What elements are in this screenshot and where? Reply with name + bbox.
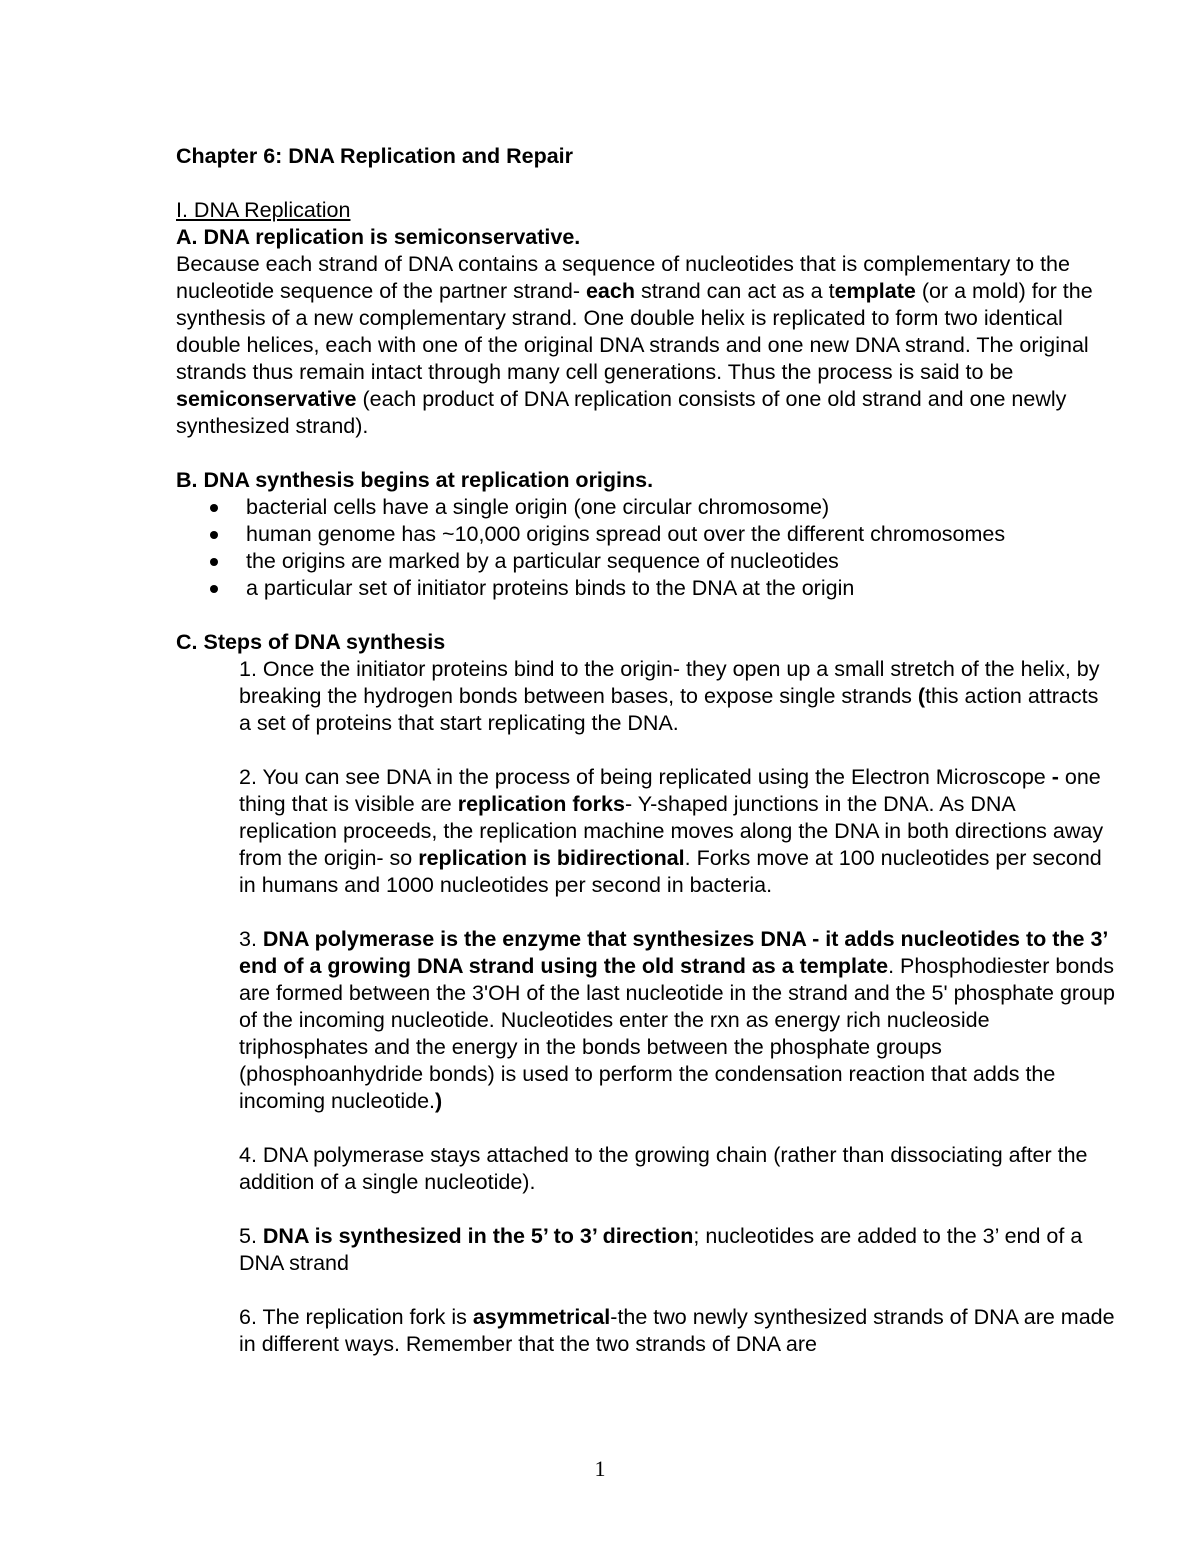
subsection-a-paragraph: Because each strand of DNA contains a sequence of nucleotides that is complementary to the nucleotide sequence of the partner strand- each strand can act as a template (or a mold) for the synthesis of a new complementary strand. One double helix is replicated to form two identical double helices, each with one of the original DNA strands and one new DNA strand. The original strands thus remain intact through many cell generations. Thus the process is said to be semiconservative (each product of DNA replication consists of one old strand and one newly synthesized strand).: [176, 252, 1093, 438]
list-item: human genome has ~10,000 origins spread out over the different chromosomes: [176, 521, 1116, 548]
document-body: [176, 140, 1116, 1358]
origins-bullet-list: [176, 494, 1116, 602]
step-2-paragraph: 2. You can see DNA in the process of being replicated using the Electron Microscope - one thing that is visible are replication forks- Y-shaped junctions in the DNA. As DNA replication proceeds, the replication machine moves along the DNA in both directions away from the origin- so replication is bidirectional. Forks move at 100 nucleotides per second in humans and 1000 nucleotides per second in bacteria.: [239, 765, 1104, 897]
subsection-c-heading: C. Steps of DNA synthesis: [176, 630, 446, 654]
subsection-a-heading: A. DNA replication is semiconservative.: [176, 225, 581, 249]
step-3-paragraph: 3. DNA polymerase is the enzyme that synthesizes DNA - it adds nucleotides to the 3’ end of a growing DNA strand using the old strand as a template. Phosphodiester bonds are formed between the 3'OH of the last nucleotide in the strand and the 5' phosphate group of the incoming nucleotide. Nucleotides enter the rxn as energy rich nucleoside triphosphates and the energy in the bonds between the phosphate groups (phosphoanhydride bonds) is used to perform the condensation reaction that adds the incoming nucleotide.): [239, 927, 1115, 1113]
subsection-b-heading: B. DNA synthesis begins at replication origins.: [176, 468, 654, 492]
step-1-paragraph: 1. Once the initiator proteins bind to the origin- they open up a small stretch of the helix, by breaking the hydrogen bonds between bases, to expose single strands (this action attracts a set of proteins that start replicating the DNA.: [239, 657, 1100, 735]
step-4-paragraph: 4. DNA polymerase stays attached to the growing chain (rather than dissociating after the addition of a single nucleotide).: [239, 1143, 1088, 1194]
step-6-paragraph: 6. The replication fork is asymmetrical-the two newly synthesized strands of DNA are made in different ways. Remember that the two strands of DNA are: [239, 1305, 1115, 1356]
section-heading-dna-replication: I. DNA Replication: [176, 198, 351, 222]
step-5-paragraph: 5. DNA is synthesized in the 5’ to 3’ direction; nucleotides are added to the 3’ end of a DNA strand: [239, 1224, 1083, 1275]
bullet-icon: [210, 531, 218, 539]
bullet-icon: [210, 558, 218, 566]
bullet-icon: [210, 585, 218, 593]
list-item: bacterial cells have a single origin (one circular chromosome): [176, 494, 1116, 521]
list-item: the origins are marked by a particular sequence of nucleotides: [176, 548, 1116, 575]
bullet-icon: [210, 504, 218, 512]
chapter-title: Chapter 6: DNA Replication and Repair: [176, 144, 574, 168]
page-number: 1: [594, 1456, 606, 1481]
list-item: a particular set of initiator proteins binds to the DNA at the origin: [176, 575, 1116, 602]
